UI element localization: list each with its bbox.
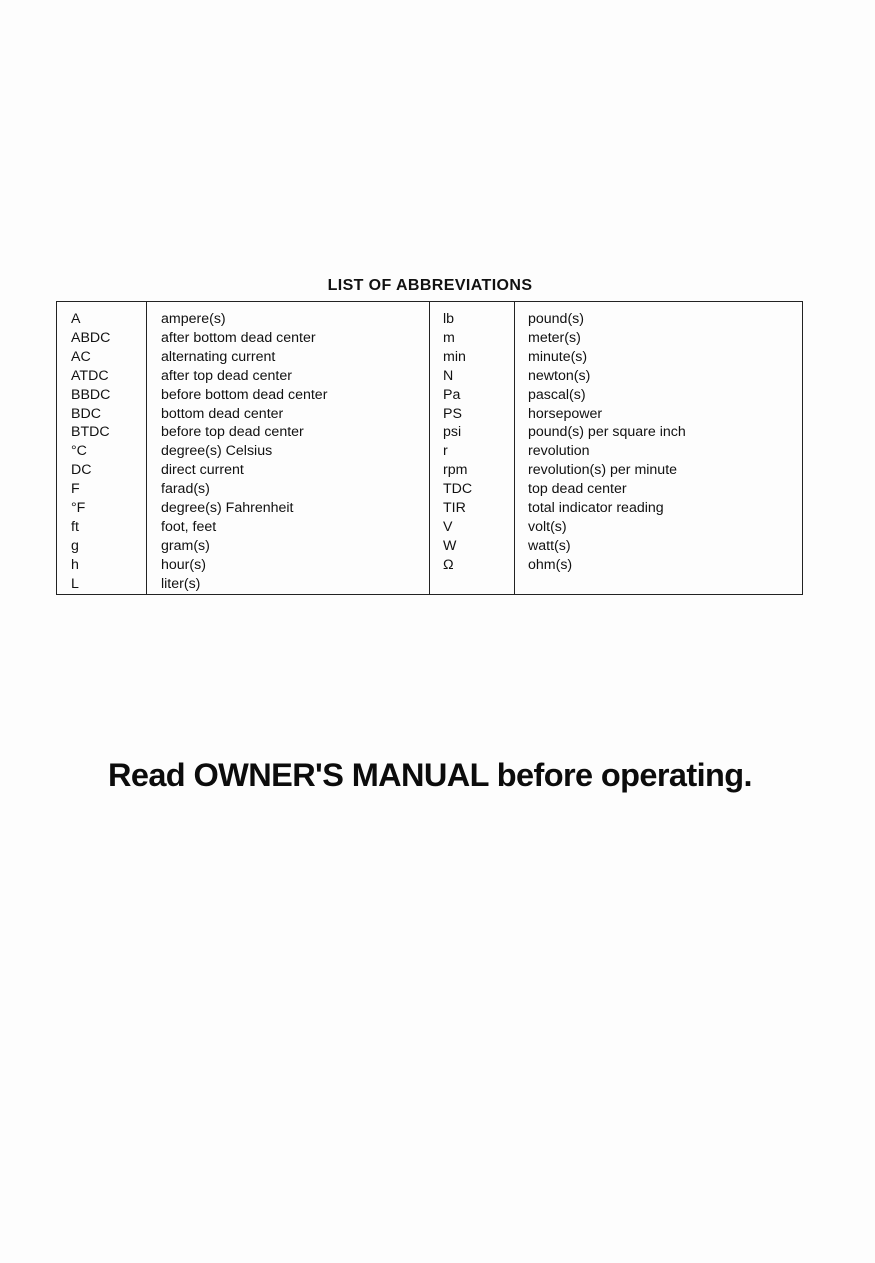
abbreviation-definition: after top dead center	[161, 367, 292, 384]
right-terms-column	[443, 310, 472, 575]
abbreviation-definition: before top dead center	[161, 424, 304, 441]
column-divider	[429, 302, 430, 594]
abbreviation-term: min	[443, 348, 466, 365]
abbreviation-definition: meter(s)	[528, 329, 581, 346]
abbreviation-term: F	[71, 481, 80, 498]
column-divider	[146, 302, 147, 594]
abbreviation-term: PS	[443, 405, 462, 422]
abbreviations-table	[56, 301, 803, 595]
abbreviation-term: lb	[443, 311, 455, 327]
abbreviation-definition: liter(s)	[161, 575, 201, 592]
abbreviation-term: BTDC	[71, 424, 110, 441]
right-definitions-column	[528, 310, 686, 575]
abbreviation-definition: top dead center	[528, 481, 627, 498]
abbreviations-title: LIST OF ABBREVIATIONS	[327, 277, 533, 294]
abbreviation-term: m	[443, 329, 455, 346]
abbreviation-definition: direct current	[161, 462, 244, 479]
abbreviation-term: W	[443, 537, 457, 554]
abbreviation-definition: ohm(s)	[528, 556, 573, 573]
abbreviation-term: AC	[71, 348, 91, 365]
abbreviation-definition: degree(s) Fahrenheit	[161, 500, 294, 517]
abbreviation-term: °F	[71, 500, 86, 517]
abbreviation-term: BBDC	[71, 386, 111, 403]
abbreviation-term: A	[71, 311, 81, 327]
abbreviation-term: Pa	[443, 386, 461, 403]
abbreviation-term: °C	[71, 443, 87, 460]
abbreviation-term: h	[71, 556, 79, 573]
abbreviation-term: V	[443, 518, 453, 535]
abbreviation-definition: horsepower	[528, 405, 603, 422]
abbreviation-term: ft	[71, 518, 79, 535]
abbreviation-definition: pound(s)	[528, 311, 584, 327]
abbreviation-definition: watt(s)	[528, 537, 571, 554]
abbreviation-definition: total indicator reading	[528, 500, 664, 517]
abbreviation-definition: after bottom dead center	[161, 329, 316, 346]
abbreviation-term: ATDC	[71, 367, 109, 384]
abbreviation-term: TIR	[443, 500, 466, 517]
abbreviation-definition: gram(s)	[161, 537, 210, 554]
abbreviation-definition: minute(s)	[528, 348, 588, 365]
left-definitions-column	[161, 310, 327, 594]
abbreviation-term: BDC	[71, 405, 101, 422]
abbreviation-term: r	[443, 443, 448, 460]
abbreviation-definition: hour(s)	[161, 556, 206, 573]
abbreviation-term: L	[71, 575, 79, 592]
abbreviation-definition: revolution(s) per minute	[528, 462, 678, 479]
abbreviation-term: psi	[443, 424, 462, 441]
abbreviation-definition: pascal(s)	[528, 386, 586, 403]
abbreviation-definition: alternating current	[161, 348, 276, 365]
abbreviation-definition: pound(s) per square inch	[528, 424, 686, 441]
abbreviation-term: ABDC	[71, 329, 111, 346]
left-terms-column	[71, 310, 110, 594]
abbreviation-term: TDC	[443, 481, 473, 498]
column-divider	[514, 302, 515, 594]
abbreviation-term: DC	[71, 462, 92, 479]
abbreviation-definition: bottom dead center	[161, 405, 284, 422]
abbreviation-definition: revolution	[528, 443, 590, 460]
abbreviation-definition: volt(s)	[528, 518, 567, 535]
abbreviation-term: N	[443, 367, 454, 384]
abbreviation-definition: before bottom dead center	[161, 386, 328, 403]
abbreviation-definition: degree(s) Celsius	[161, 443, 273, 460]
abbreviation-definition: newton(s)	[528, 367, 591, 384]
owners-manual-notice: Read OWNER'S MANUAL before operating.	[107, 757, 752, 793]
abbreviation-definition: foot, feet	[161, 518, 217, 535]
abbreviation-definition: farad(s)	[161, 481, 210, 498]
abbreviation-term: g	[71, 537, 79, 554]
abbreviation-term: Ω	[443, 556, 454, 573]
abbreviation-definition: ampere(s)	[161, 311, 226, 327]
abbreviation-term: rpm	[443, 462, 468, 479]
